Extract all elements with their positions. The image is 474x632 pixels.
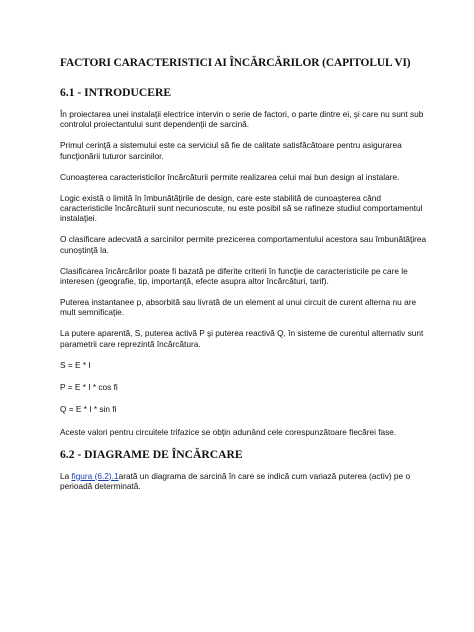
paragraph: O clasificare adecvată a sarcinilor permite prezicerea comportamentului acestora sau îmbunătăţirea cunoştinţă la. <box>60 234 427 255</box>
paragraph-rest: arată un diagrama de sarcină în care se indică cum variază puterea (activ) pe o perioadă determinată. <box>60 470 411 492</box>
formula-apparent-power: S = E * I <box>60 359 91 370</box>
paragraph: Clasificarea încărcărilor poate fi bazată pe diferite criterii în funcţie de caracteristicile pe care le interesen (geografie, tip, importanţă, efecte asupra altor încărcături, tarif). <box>60 265 408 286</box>
section-heading-diagrame: 6.2 - DIAGRAME DE ÎNCĂRCARE <box>60 447 243 461</box>
paragraph: Aceste valori pentru circuitele trifazice se obţin adunând cele corespunzătoare fiecărei fase. <box>60 426 397 437</box>
paragraph: Primul cerinţă a sistemului este ca serviciul să fie de calitate satisfăcătoare pentru asigurarea funcţionării tuturor sarcinilor. <box>60 140 402 161</box>
paragraph-prefix: La <box>60 470 72 481</box>
paragraph: La putere aparentă, S, puterea activă P şi puterea reactivă Q, în sisteme de curentul alternativ sunt parametrii care reprezintă încărcătura. <box>60 328 424 349</box>
paragraph: În proiectarea unei instalaţii electrice intervin o serie de factori, o parte dintre ei, şi care nu sunt sub controlul proiectantului sunt dependenţii de sarcină. <box>60 109 424 130</box>
paragraph-with-figure-link <box>60 471 430 492</box>
formula-active-power: P = E * I * cos fi <box>60 381 118 392</box>
document-title: FACTORI CARACTERISTICI AI ÎNCĂRCĂRILOR (CAPITOLUL VI) <box>60 57 411 69</box>
paragraph: Puterea instantanee p, absorbită sau livrată de un element al unui circuit de curent alterna nu are mult semnificaţie. <box>60 296 417 318</box>
paragraph: Cunoaşterea caracteristicilor încărcăturii permite realizarea celui mai bun design al instalare. <box>60 171 400 182</box>
figure-link[interactable]: figura (6.2).1 <box>71 470 119 481</box>
paragraph: Logic există o limită în îmbunătăţirile de design, care este stabilită de cunoaşterea când caracteristicile încărcăturii sunt necunoscute, nu este posibil să se rafineze studiul comportamentul instalaţiei. <box>60 192 423 224</box>
formula-reactive-power: Q = E * I * sin fi <box>60 404 117 415</box>
section-heading-introducere: 6.1 - INTRODUCERE <box>60 86 172 99</box>
